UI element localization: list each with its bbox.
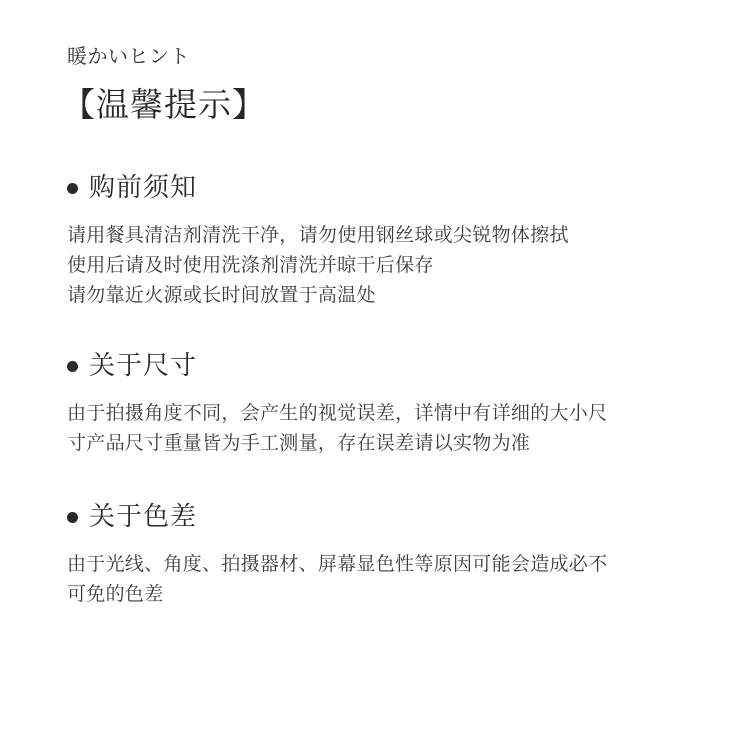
- section-heading: [67, 497, 707, 537]
- bullet-dot-icon: [67, 361, 78, 372]
- section-body: [67, 549, 707, 609]
- body-line: 可免的色差: [67, 583, 164, 605]
- section-heading: [67, 168, 707, 208]
- section-heading-text: 关于尺寸: [89, 351, 198, 381]
- body-line: 由于光线、角度、拍摄器材、屏幕显色性等原因可能会造成必不: [67, 553, 608, 575]
- section-heading-text: 购前须知: [89, 173, 198, 203]
- section-heading: [67, 346, 707, 386]
- bullet-dot-icon: [67, 512, 78, 523]
- section-body: [67, 220, 707, 310]
- section-about-size: [67, 346, 707, 458]
- bullet-dot-icon: [67, 183, 78, 194]
- section-purchase-notes: [67, 168, 707, 310]
- body-line: 由于拍摄角度不同，会产生的视觉误差，详情中有详细的大小尺: [67, 402, 608, 424]
- body-line: 请用餐具清洁剂清洗干净，请勿使用钢丝球或尖锐物体擦拭: [67, 224, 569, 246]
- body-line: 请勿靠近火源或长时间放置于高温处: [67, 284, 376, 306]
- body-line: 寸产品尺寸重量皆为手工测量，存在误差请以实物为准: [67, 432, 531, 454]
- body-line: 使用后请及时使用洗涤剂清洗并晾干后保存: [67, 254, 434, 276]
- section-body: [67, 398, 707, 458]
- section-heading-text: 关于色差: [89, 502, 198, 532]
- subtitle-japanese: 暖かいヒント: [67, 44, 190, 68]
- section-about-color-difference: [67, 497, 707, 609]
- page-title: 【温馨提示】: [62, 85, 266, 124]
